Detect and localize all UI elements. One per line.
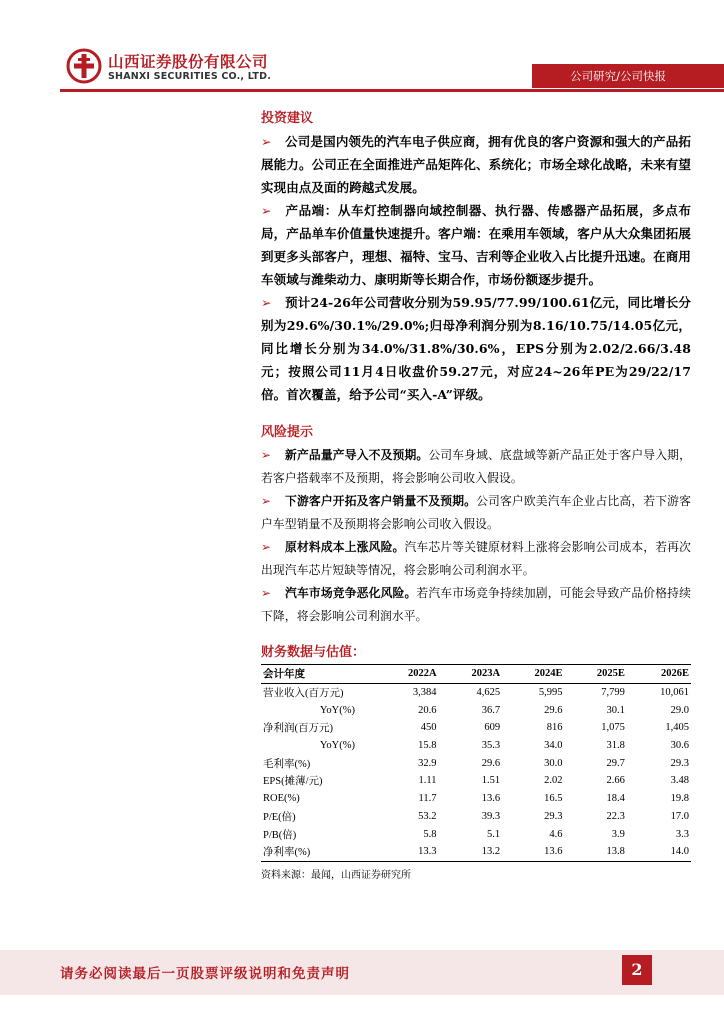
risk-section-title: 风险提示 bbox=[261, 425, 314, 440]
table-cell: 1,405 bbox=[665, 722, 689, 734]
table-cell: 13.6 bbox=[481, 793, 501, 805]
company-name-cn: 山西证券股份有限公司 bbox=[108, 53, 269, 71]
table-cell: 31.8 bbox=[606, 740, 625, 752]
table-cell: 毛利率(%) bbox=[263, 758, 311, 770]
company-logo-icon bbox=[66, 48, 102, 84]
table-cell: ROE(%) bbox=[263, 793, 300, 805]
table-cell: 16.5 bbox=[544, 793, 563, 805]
table-cell: 20.6 bbox=[418, 704, 437, 716]
table-cell: 29.6 bbox=[544, 704, 563, 716]
table-cell: 22.3 bbox=[606, 810, 625, 822]
arrow-bullet-icon: ➢ bbox=[261, 448, 271, 462]
table-row bbox=[261, 843, 691, 861]
table-cell: 4,625 bbox=[476, 687, 501, 699]
table-cell: 1.51 bbox=[481, 775, 501, 787]
table-row bbox=[261, 737, 691, 755]
arrow-bullet-icon: ➢ bbox=[261, 295, 272, 310]
table-cell: 净利润(百万元) bbox=[263, 723, 333, 735]
table-row bbox=[261, 754, 691, 772]
table-cell: 3.9 bbox=[611, 828, 625, 840]
table-cell: 3,384 bbox=[412, 687, 437, 699]
financial-table bbox=[261, 664, 691, 862]
table-cell: 净利率(%) bbox=[261, 843, 375, 861]
table-cell: 17.0 bbox=[670, 810, 689, 822]
page-header bbox=[0, 0, 724, 105]
investment-section-title: 投资建议 bbox=[261, 111, 314, 126]
table-cell: 29.3 bbox=[670, 757, 689, 769]
table-cell: 5.1 bbox=[486, 828, 501, 840]
table-row bbox=[261, 683, 691, 701]
arrow-bullet-icon: ➢ bbox=[261, 494, 271, 508]
table-cell: 11.7 bbox=[418, 793, 437, 805]
table-cell: 36.7 bbox=[481, 704, 501, 716]
page-number: 2 bbox=[622, 955, 652, 985]
table-cell: 13.8 bbox=[564, 843, 626, 861]
table-cell: 34.0 bbox=[544, 740, 563, 752]
table-cell: 19.8 bbox=[670, 793, 689, 805]
table-cell: 29.6 bbox=[481, 757, 501, 769]
table-cell: 5,995 bbox=[538, 687, 563, 699]
company-name-en: SHANXI SECURITIES CO., LTD. bbox=[108, 71, 272, 82]
table-cell: 32.9 bbox=[418, 757, 437, 769]
header-divider bbox=[60, 89, 724, 92]
table-cell: 15.8 bbox=[418, 740, 437, 752]
table-cell: 10,061 bbox=[660, 687, 689, 699]
table-header-row bbox=[261, 665, 691, 684]
table-cell: 30.0 bbox=[544, 757, 563, 769]
footer-disclaimer: 请务必阅读最后一页股票评级说明和免责声明 bbox=[60, 966, 350, 982]
table-cell: 35.3 bbox=[481, 740, 501, 752]
risk-item: ➢ 原材料成本上涨风险。汽车芯片等关键原材料上涨将会影响公司成本，若再次出现汽车芯片短缺等情况，将会影响公司利润水平。 bbox=[261, 536, 691, 582]
table-cell: 29.7 bbox=[606, 757, 625, 769]
risk-item: ➢ 下游客户开拓及客户销量不及预期。公司客户欧美汽车企业占比高，若下游客户车型销量不及预期将会影响公司收入假设。 bbox=[261, 490, 691, 536]
table-cell: P/B(倍) bbox=[263, 829, 297, 841]
table-cell: 5.8 bbox=[423, 828, 437, 840]
table-header-cell: 2025E bbox=[564, 665, 626, 684]
table-header-cell: 会计年度 bbox=[261, 665, 375, 684]
table-row bbox=[261, 825, 691, 843]
table-cell: 30.1 bbox=[606, 704, 625, 716]
table-header-cell: 2023A bbox=[439, 665, 503, 684]
report-type-band bbox=[532, 64, 724, 88]
table-cell: 3.48 bbox=[670, 775, 689, 787]
table-header-cell: 2022A bbox=[375, 665, 439, 684]
investment-item: ➢ 预计24-26年公司营收分别为59.95/77.99/100.61亿元，同比增长分别为29.6%/30.1%/29.0%;归母净利润分别为8.16/10.75/14.05亿元，同比增长分别为34.0%/31.8%/30.6%，EPS分别为2.02/2.66/3.48元；按照公司11月4日收盘价59.27元，对应24~26年PE为29/22/17倍。首次覆盖，给予公司“买入-A”评级。 bbox=[261, 291, 691, 406]
arrow-bullet-icon: ➢ bbox=[261, 203, 272, 218]
table-row bbox=[261, 808, 691, 826]
arrow-bullet-icon: ➢ bbox=[261, 134, 272, 149]
table-cell: 营业收入(百万元) bbox=[263, 688, 344, 700]
table-cell: 53.2 bbox=[418, 810, 437, 822]
table-source-note: 资料来源：最闻，山西证券研究所 bbox=[261, 869, 411, 881]
table-row bbox=[261, 701, 691, 719]
table-cell: YoY(%) bbox=[319, 740, 355, 752]
table-cell: 30.6 bbox=[670, 740, 689, 752]
risk-item: ➢ 新产品量产导入不及预期。公司车身域、底盘域等新产品正处于客户导入期，若客户搭载率不及预期，将会影响公司收入假设。 bbox=[261, 444, 691, 490]
table-cell: 4.6 bbox=[549, 828, 563, 840]
table-cell: 14.0 bbox=[627, 843, 691, 861]
table-cell: 13.3 bbox=[375, 843, 439, 861]
arrow-bullet-icon: ➢ bbox=[261, 540, 271, 554]
risk-item: ➢ 汽车市场竞争恶化风险。若汽车市场竞争持续加剧，可能会导致产品价格持续下降，将会影响公司利润水平。 bbox=[261, 582, 691, 628]
table-cell: 3.3 bbox=[675, 828, 689, 840]
table-cell: 29.0 bbox=[670, 704, 689, 716]
arrow-bullet-icon: ➢ bbox=[261, 586, 271, 600]
table-row bbox=[261, 772, 691, 790]
table-header-cell: 2026E bbox=[627, 665, 691, 684]
table-cell: 7,799 bbox=[601, 687, 625, 699]
table-cell: 13.6 bbox=[502, 843, 564, 861]
investment-item: ➢ 产品端：从车灯控制器向域控制器、执行器、传感器产品拓展，多点布局，产品单车价值量快速提升。客户端：在乘用车领域，客户从大众集团拓展到更多头部客户，理想、福特、宝马、吉利等企业收入占比提升迅速。在商用车领域与潍柴动力、康明斯等长期合作，市场份额逐步提升。 bbox=[261, 199, 691, 291]
table-cell: 18.4 bbox=[606, 793, 625, 805]
table-cell: 1.11 bbox=[418, 775, 437, 787]
table-cell: 1,075 bbox=[601, 722, 625, 734]
table-cell: YoY(%) bbox=[319, 704, 355, 716]
investment-item: ➢ 公司是国内领先的汽车电子供应商，拥有优良的客户资源和强大的产品拓展能力。公司正在全面推进产品矩阵化、系统化；市场全球化战略，未来有望实现由点及面的跨越式发展。 bbox=[261, 130, 691, 199]
table-cell: 2.66 bbox=[606, 775, 625, 787]
main-content bbox=[261, 108, 691, 881]
table-cell: 2.02 bbox=[544, 775, 563, 787]
table-cell: P/E(倍) bbox=[263, 811, 296, 823]
table-header-cell: 2024E bbox=[502, 665, 564, 684]
table-cell: 450 bbox=[420, 722, 437, 734]
report-type-label: 公司研究/公司快报 bbox=[570, 69, 666, 83]
table-row bbox=[261, 719, 691, 737]
table-cell: 816 bbox=[546, 722, 563, 734]
table-cell: EPS(摊薄/元) bbox=[263, 776, 323, 788]
table-cell: 29.3 bbox=[544, 810, 563, 822]
table-cell: 39.3 bbox=[481, 810, 501, 822]
financial-section-title: 财务数据与估值： bbox=[261, 645, 366, 660]
table-row bbox=[261, 790, 691, 808]
table-cell: 609 bbox=[484, 722, 501, 734]
table-cell: 13.2 bbox=[439, 843, 503, 861]
